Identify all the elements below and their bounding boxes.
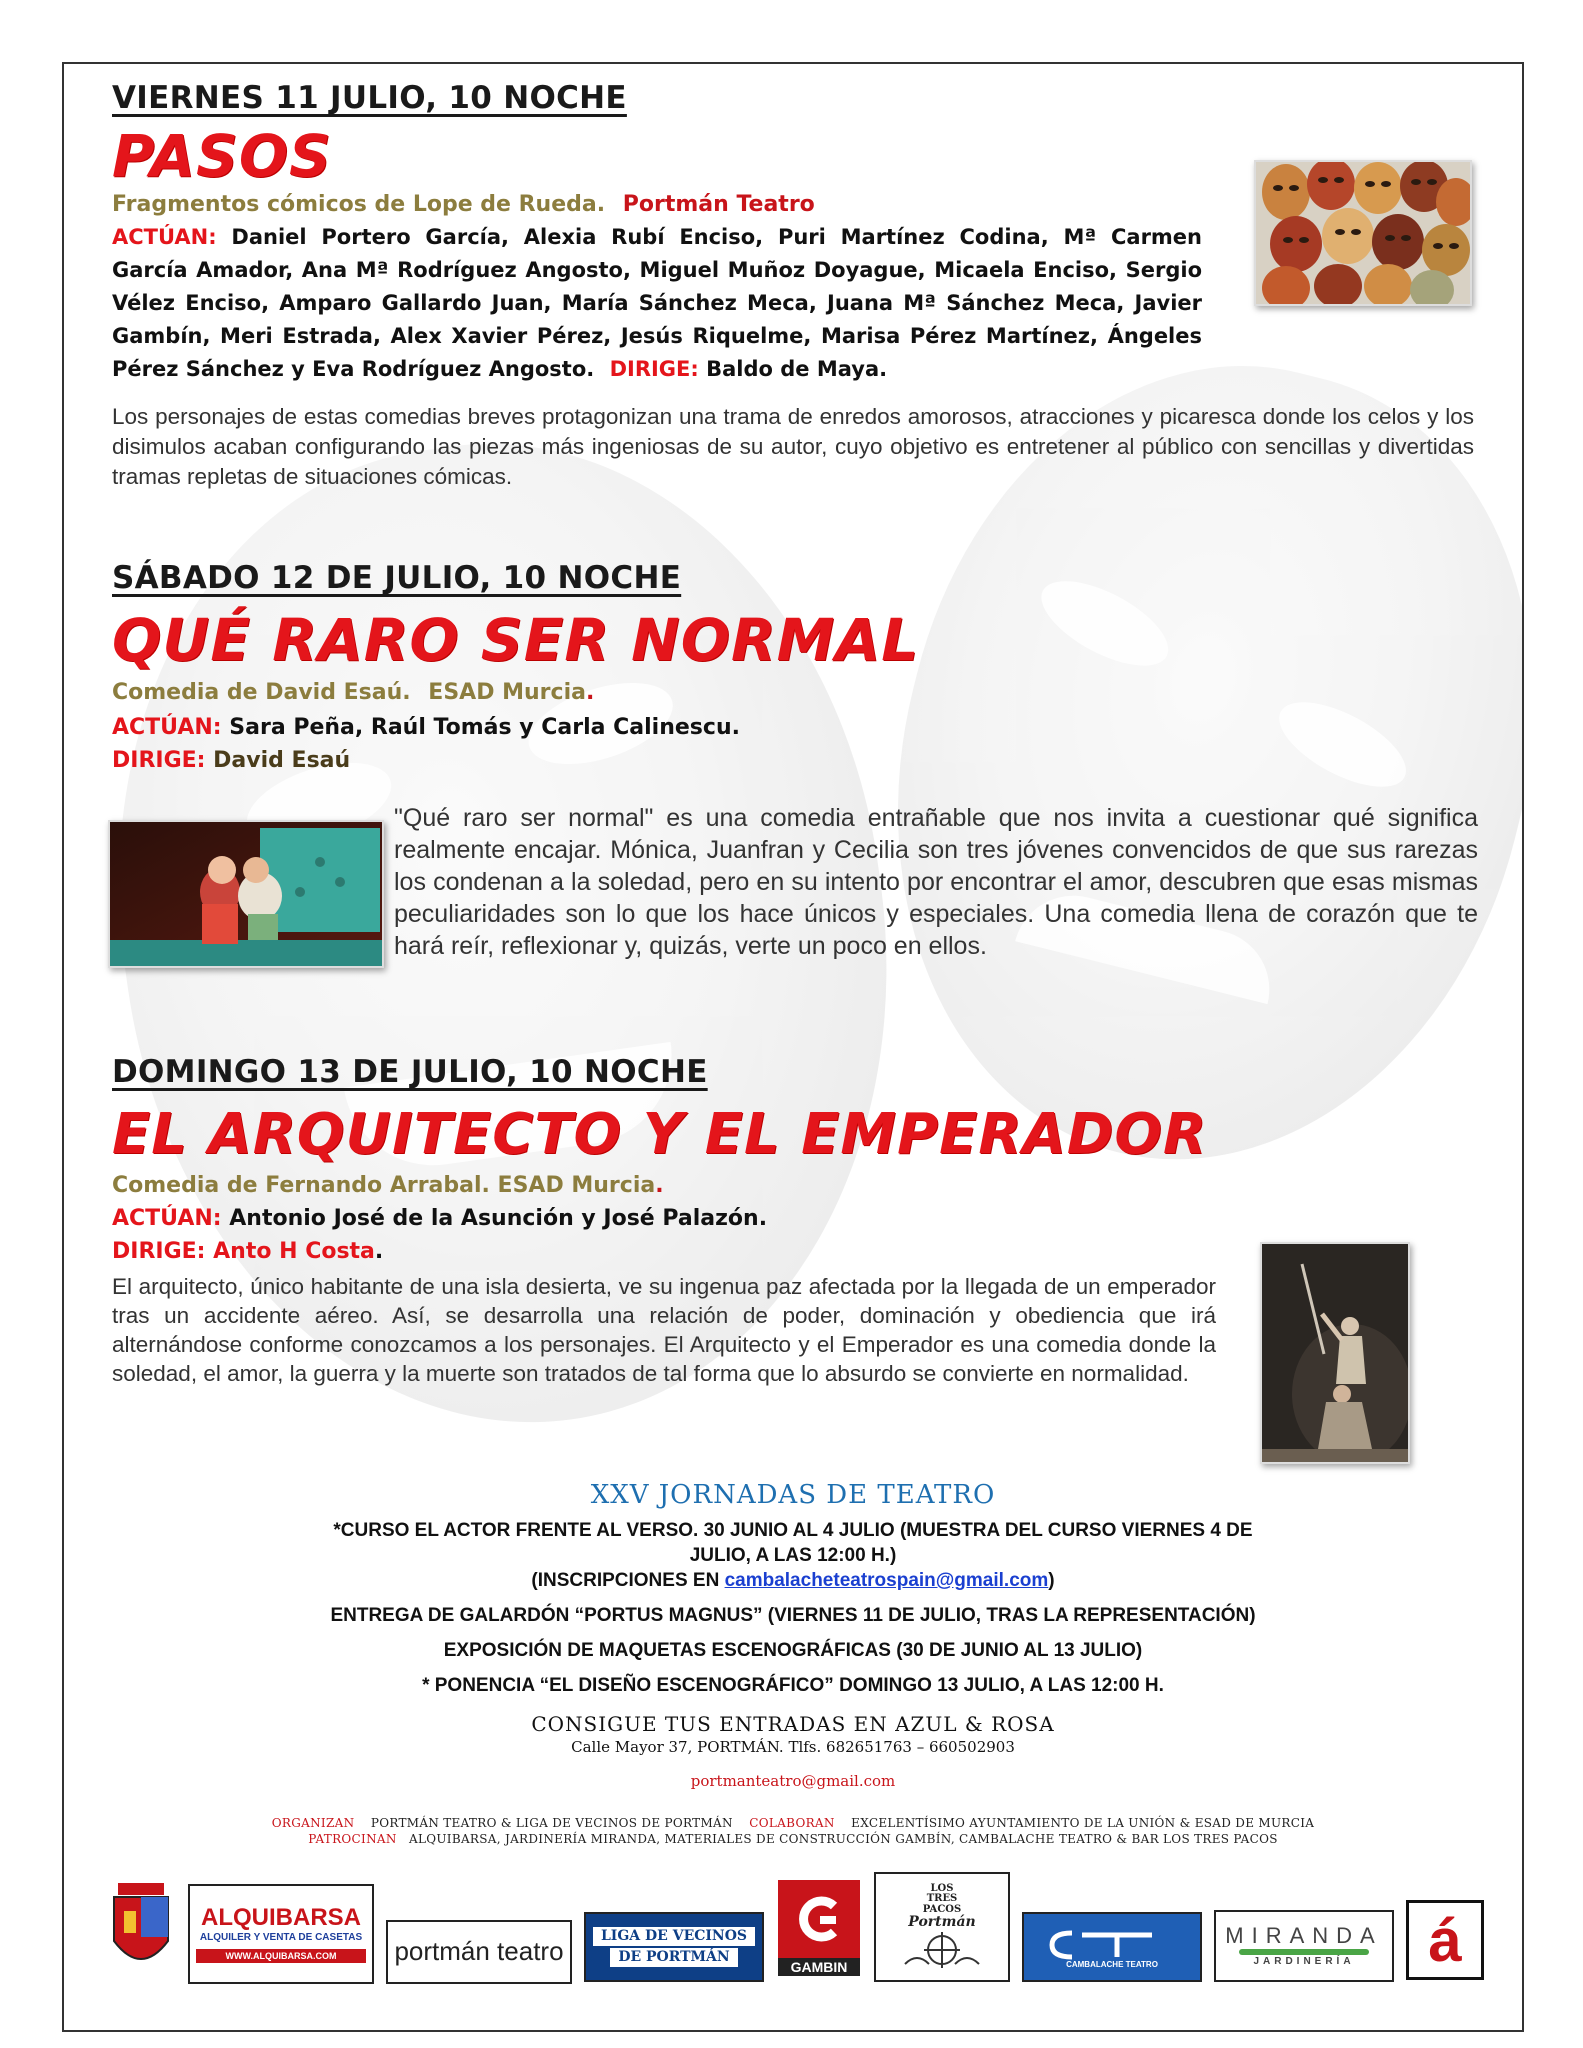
show-3-director-label: DIRIGE:	[112, 1239, 206, 1264]
sponsors-line	[112, 1832, 1474, 1846]
tres-pacos-line-2: TRES	[926, 1893, 958, 1905]
miranda-logo-sub: JARDINERÍA	[1253, 1956, 1355, 1968]
ship-wheel-icon	[897, 1930, 987, 1970]
colab-text: EXCELENTÍSIMO AYUNTAMIENTO DE LA UNIÓN & ESAD DE MURCIA	[851, 1816, 1315, 1830]
miranda-logo	[1214, 1910, 1394, 1982]
show-2-cast-block	[112, 711, 1474, 744]
alquibarsa-logo-band	[196, 1949, 366, 1963]
miranda-logo-leaf	[1239, 1949, 1369, 1955]
organizers-line	[112, 1816, 1474, 1830]
show-2-director-block	[112, 744, 1474, 777]
miranda-logo-text: MIRANDA	[1225, 1923, 1383, 1949]
tres-pacos-line-1: LOS	[930, 1882, 954, 1894]
jornadas-heading: XXV JORNADAS DE TEATRO	[590, 1480, 996, 1510]
alquibarsa-logo-text: ALQUIBARSA	[201, 1903, 361, 1931]
portman-teatro-logo-text: portmán teatro	[394, 1936, 564, 1967]
show-2-director: David Esaú	[213, 748, 351, 773]
patro-label: PATROCINAN	[308, 1832, 397, 1846]
show-3-date: DOMINGO 13 DE JULIO, 10 NOCHE	[112, 1054, 708, 1090]
show-1-cast-label: ACTÚAN:	[112, 225, 217, 249]
show-2-director-label: DIRIGE:	[112, 748, 206, 773]
show-1-date: VIERNES 11 JULIO, 10 NOCHE	[112, 80, 627, 116]
show-2-credit	[112, 680, 1474, 705]
a-logo-text: á	[1428, 1906, 1462, 1974]
show-2-company: ESAD Murcia	[428, 680, 586, 705]
show-2-author: Comedia de David Esaú.	[112, 680, 411, 705]
entradas-line: CONSIGUE TUS ENTRADAS EN AZUL & ROSA	[531, 1712, 1055, 1736]
show-2-credit-end: .	[585, 680, 595, 705]
show-2-description: "Qué raro ser normal" es una comedia entrañable que nos invita a cuestionar qué significa realmente encajar. Mónica, Juanfran y Cecilia son tres jóvenes convencidos de que sus rarezas los condenan a la soledad, pero en su intento por encontrar el amor, descubren que esas mismas peculiaridades son lo que los hace únicos y especiales. Una comedia llena de corazón que te hará reír, reflexionar y, quizás, verte un poco en ellos.	[394, 804, 1478, 960]
address-line: Calle Mayor 37, PORTMÁN. Tlfs. 682651763 – 660502903	[571, 1738, 1015, 1756]
patro-text: ALQUIBARSA, JARDINERÍA MIRANDA, MATERIALES DE CONSTRUCCIÓN GAMBÍN, CAMBALACHE TEATRO & BAR LOS TRES PACOS	[409, 1832, 1278, 1846]
liga-logo-line-1: LIGA DE VECINOS	[593, 1927, 755, 1946]
show-3-title: EL ARQUITECTO Y EL EMPERADOR	[112, 1102, 1208, 1167]
gambin-logo-mark	[778, 1880, 860, 1958]
union-coat-of-arms-logo	[106, 1878, 176, 1980]
org-label: ORGANIZAN	[271, 1816, 355, 1830]
show-3-cast-block	[112, 1202, 1474, 1235]
show-1-author: Fragmentos cómicos de Lope de Rueda.	[112, 192, 606, 217]
show-1-director-label: DIRIGE:	[609, 357, 699, 381]
tres-pacos-line-3: PACOS	[922, 1903, 962, 1915]
alquibarsa-logo-web: WWW.ALQUIBARSA.COM	[225, 1950, 337, 1961]
colab-label: COLABORAN	[749, 1816, 835, 1830]
show-3-director-end: .	[374, 1239, 384, 1264]
gambin-logo	[776, 1876, 862, 1980]
a-logo	[1406, 1900, 1484, 1980]
que-raro-photo	[108, 820, 384, 968]
cambalache-mark-icon	[1042, 1925, 1182, 1961]
portman-teatro-logo	[386, 1920, 572, 1984]
inscripciones-line	[112, 1568, 1474, 1593]
show-2-cast: Sara Peña, Raúl Tomás y Carla Calinescu.	[229, 715, 740, 740]
show-3-cast-label: ACTÚAN:	[112, 1206, 222, 1231]
show-3-description: El arquitecto, único habitante de una isla desierta, ve su ingenua paz afectada por la llegada de un emperador tras un accidente aéreo. Así, se desarrolla una relación de poder, dominación y obediencia que irá alternándose conforme conozcamos a los personajes. El Arquitecto y el Emperador es una comedia donde la soledad, el amor, la guerra y la muerte son tratados de tal forma que lo absurdo se convierte en normalidad.	[112, 1274, 1216, 1386]
show-2-title: QUÉ RARO SER NORMAL	[112, 606, 920, 674]
show-3-cast: Antonio José de la Asunción y José Palazón.	[229, 1206, 768, 1231]
show-3-credit	[112, 1173, 1474, 1198]
show-1-director: Baldo de Maya.	[706, 357, 888, 381]
show-1-cast: Daniel Portero García, Alexia Rubí Enciso, Puri Martínez Codina, Mª Carmen García Amador, Ana Mª Rodríguez Angosto, Miguel Muñoz Doyague, Micaela Enciso, Sergio Vélez Enciso, Amparo Gallardo Juan, María Sánchez Meca, Juana Mª Sánchez Meca, Javier Gambín, Meri Estrada, Alex Xavier Pérez, Jesús Riquelme, Marisa Pérez Martínez, Ángeles Pérez Sánchez y Eva Rodríguez Angosto.	[112, 225, 1202, 381]
tres-pacos-line-4: Portmán	[908, 1914, 976, 1931]
show-1-description: Los personajes de estas comedias breves protagonizan una trama de enredos amorosos, atracciones y picaresca donde los celos y los disimulos acaban configurando las piezas más ingeniosas de su autor, cuyo objetivo es entretener al público con sencillas y divertidas tramas repletas de situaciones cómicas.	[112, 404, 1474, 489]
poster	[62, 62, 1524, 2032]
tres-pacos-logo	[874, 1872, 1010, 1982]
ponencia-line: * PONENCIA “EL DISEÑO ESCENOGRÁFICO” DOMINGO 13 JULIO, A LAS 12:00 H.	[422, 1675, 1164, 1696]
show-1-cast-block	[112, 221, 1202, 386]
alquibarsa-logo-sub: ALQUILER Y VENTA DE CASETAS	[199, 1931, 363, 1943]
inscripciones-email-link[interactable]: cambalacheteatrospain@gmail.com	[724, 1570, 1049, 1591]
show-2	[112, 560, 1474, 777]
liga-vecinos-logo	[584, 1912, 764, 1982]
liga-logo-line-2: DE PORTMÁN	[610, 1948, 737, 1967]
galardon-line: ENTREGA DE GALARDÓN “PORTUS MAGNUS” (VIERNES 11 DE JULIO, TRAS LA REPRESENTACIÓN)	[330, 1605, 1256, 1626]
show-3-director: Anto H Costa	[213, 1239, 375, 1264]
contact-email[interactable]: portmanteatro@gmail.com	[690, 1772, 896, 1790]
show-2-date: SÁBADO 12 DE JULIO, 10 NOCHE	[112, 560, 682, 596]
gambin-logo-text: GAMBIN	[778, 1958, 860, 1977]
show-1-company: Portmán Teatro	[622, 192, 815, 217]
show-3-author: Comedia de Fernando Arrabal. ESAD Murcia	[112, 1173, 656, 1198]
show-1-title: PASOS	[112, 122, 332, 190]
footer-info	[112, 1480, 1474, 1846]
show-2-cast-label: ACTÚAN:	[112, 715, 222, 740]
alquibarsa-logo	[188, 1884, 374, 1984]
org-text: PORTMÁN TEATRO & LIGA DE VECINOS DE PORTMÁN	[370, 1816, 733, 1830]
exposicion-line: EXPOSICIÓN DE MAQUETAS ESCENOGRÁFICAS (30 DE JUNIO AL 13 JULIO)	[443, 1640, 1143, 1661]
masks-photo	[1254, 160, 1472, 306]
cambalache-logo-text: CAMBALACHE TEATRO	[1066, 1959, 1158, 1969]
curso-line-2: JULIO, A LAS 12:00 H.)	[689, 1545, 897, 1566]
curso-line-1: *CURSO EL ACTOR FRENTE AL VERSO. 30 JUNIO AL 4 JULIO (MUESTRA DEL CURSO VIERNES 4 DE	[333, 1520, 1253, 1541]
inscripciones-prefix: (INSCRIPCIONES EN	[531, 1570, 725, 1591]
cambalache-logo	[1022, 1912, 1202, 1982]
inscripciones-suffix: )	[1048, 1570, 1055, 1591]
show-3-credit-end: .	[655, 1173, 664, 1198]
arquitecto-photo	[1260, 1242, 1410, 1464]
